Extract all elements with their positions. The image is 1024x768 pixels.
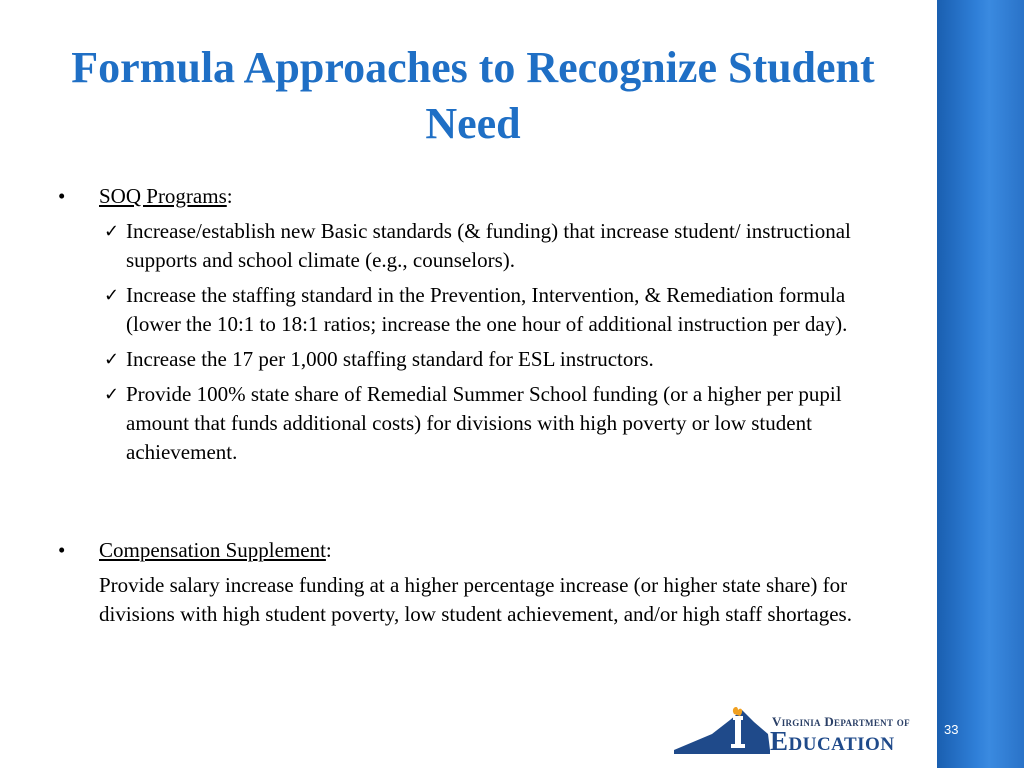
logo-line-department: Virginia Department of [772, 714, 910, 729]
checklist-item-text: Increase/establish new Basic standards (& funding) that increase student/ instructional supports and school climate (e.g., counselors). [126, 219, 851, 272]
section-heading-soq-colon: : [226, 184, 233, 208]
virginia-state-torch-icon [672, 704, 772, 758]
check-icon: ✓ [104, 349, 120, 370]
logo-line-education: Education [770, 726, 895, 756]
check-icon: ✓ [104, 285, 120, 306]
checklist-item-text: Provide 100% state share of Remedial Summer School funding (or a higher per pupil amount that funds additional costs) for divisions with high poverty or low student achievement. [126, 382, 842, 464]
soq-checklist [104, 217, 904, 473]
checklist-item-text: Increase the staffing standard in the Prevention, Intervention, & Remediation formula (lower the 10:1 to 18:1 ratios; increase the one hour of additional instruction per day). [126, 283, 848, 336]
page-number: 33 [944, 722, 959, 737]
side-accent-bar [937, 0, 1024, 768]
check-icon: ✓ [104, 384, 120, 405]
section-heading-compensation-label: Compensation Supplement [99, 538, 326, 562]
checklist-item [104, 281, 904, 339]
compensation-paragraph: Provide salary increase funding at a higher percentage increase (or higher state share) for divisions with high student poverty, low student achievement, and/or high staff shortages. [99, 573, 852, 626]
vdoe-logo [672, 704, 928, 758]
section-heading-compensation [99, 536, 332, 565]
checklist-item [104, 380, 904, 467]
checklist-item-text: Increase the 17 per 1,000 staffing standard for ESL instructors. [126, 347, 654, 371]
checklist-item [104, 217, 904, 275]
checklist-item [104, 345, 904, 374]
bullet-marker: • [58, 538, 66, 562]
bullet-marker: • [58, 184, 66, 208]
section-heading-soq [99, 182, 233, 211]
section-heading-soq-label: SOQ Programs [99, 184, 227, 208]
check-icon: ✓ [104, 221, 120, 242]
section-heading-compensation-colon: : [325, 538, 332, 562]
slide-title: Formula Approaches to Recognize Student Need [71, 43, 875, 148]
